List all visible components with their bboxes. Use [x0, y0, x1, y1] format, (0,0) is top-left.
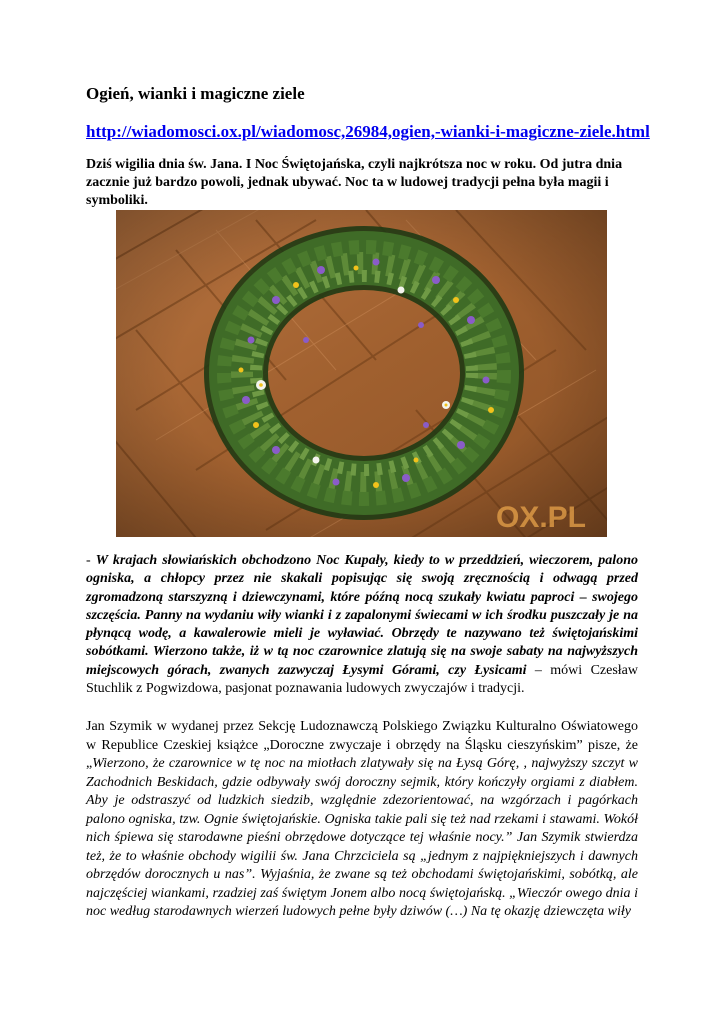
paragraph-intro: Jan Szymik w wydanej przez Sekcję Ludoznawczą Polskiego Związku Kulturalno Oświatowego w Republice Czeskiej książce „Doroczne zwyczaje i obrzędy na Śląsku cieszyńskim” pisze, że „ [86, 719, 638, 771]
article-url-link[interactable]: http://wiadomosci.ox.pl/wiadomosc,26984,ogien,-wianki-i-magiczne-ziele.html [86, 122, 650, 141]
photo-watermark: OX.PL [495, 501, 586, 534]
quote-attribution: – mówi Czesław Stuchlik z Pogwizdowa, pasjonat poznawania ludowych zwyczajów i tradycji. [86, 662, 638, 697]
quote-prefix: - [86, 553, 96, 568]
article-lead: Dziś wigilia dnia św. Jana. I Noc Świętojańska, czyli najkrótsza noc w roku. Od jutra dnia zacznie już bardzo powoli, jednak ubywać. Noc ta w ludowej tradycji pełna była magii i symboliki. [86, 157, 623, 208]
wreath-photo-image [116, 210, 607, 537]
paragraph-quote: Wierzono, że czarownice w tę noc na miotłach zlatywały się na Łysą Górę, , najwyższy szczyt w Zachodnich Beskidach, gdzie odbywały swój doroczny sejmik, który kończyły orgiami z diabłem. Aby je odstraszyć od ludzkich siedzib, względnie zdezorientować, na wzgórzach i pagórkach palono ogniska, tzw. Ognie świętojańskie. Ogniska takie pali się też nad rzekami i stawami. Wokół nich śpiewa się starodawne pieśni obrzędowe dotyczące tej właśnie nocy.” Jan Szymik stwierdza też, że to właśnie obchody wigilii św. Jana Chrzciciela są „jednym z najpiękniejszych i dawnych obrzędów dorocznych u nas”. Wyjaśnia, że zwane są też obchodami świętojańskimi, sobótką, ale najczęściej wiankami, rzadziej zaś świętym Jonem albo nocą świętojańską. „Wieczór owego dnia i noc według starodawnych wierzeń ludowych pełne były dziwów (…) Na tę okazję dziewczęta wiły [86, 756, 638, 919]
wreath-photo [116, 210, 607, 537]
article-title: Ogień, wianki i magiczne ziele [86, 84, 305, 103]
szymik-paragraph [86, 718, 638, 922]
quote-paragraph [86, 552, 638, 698]
quote-text: W krajach słowiańskich obchodzono Noc Kupały, kiedy to w przeddzień, wieczorem, palono ogniska, a chłopcy przez nie skakali popisując się swoją zręcznością i odwagą przed zgromadzoną starszyzną i dziewczynami, które późną nocą szukały kwiatu paproci – swojego szczęścia. Panny na wydaniu wiły wianki i z zapalonymi świecami w ich środku puszczały je na płynącą wodę, a kawalerowie mieli je wyławiać. Obrzędy te nazywano też świętojańskimi sobótkami. Wierzono także, iż w tą noc czarownice zlatują się na swoje sabaty na najwyższych miejscowych górach, zwanych zazwyczaj Łysymi Górami, czy Łysicami [86, 553, 638, 678]
